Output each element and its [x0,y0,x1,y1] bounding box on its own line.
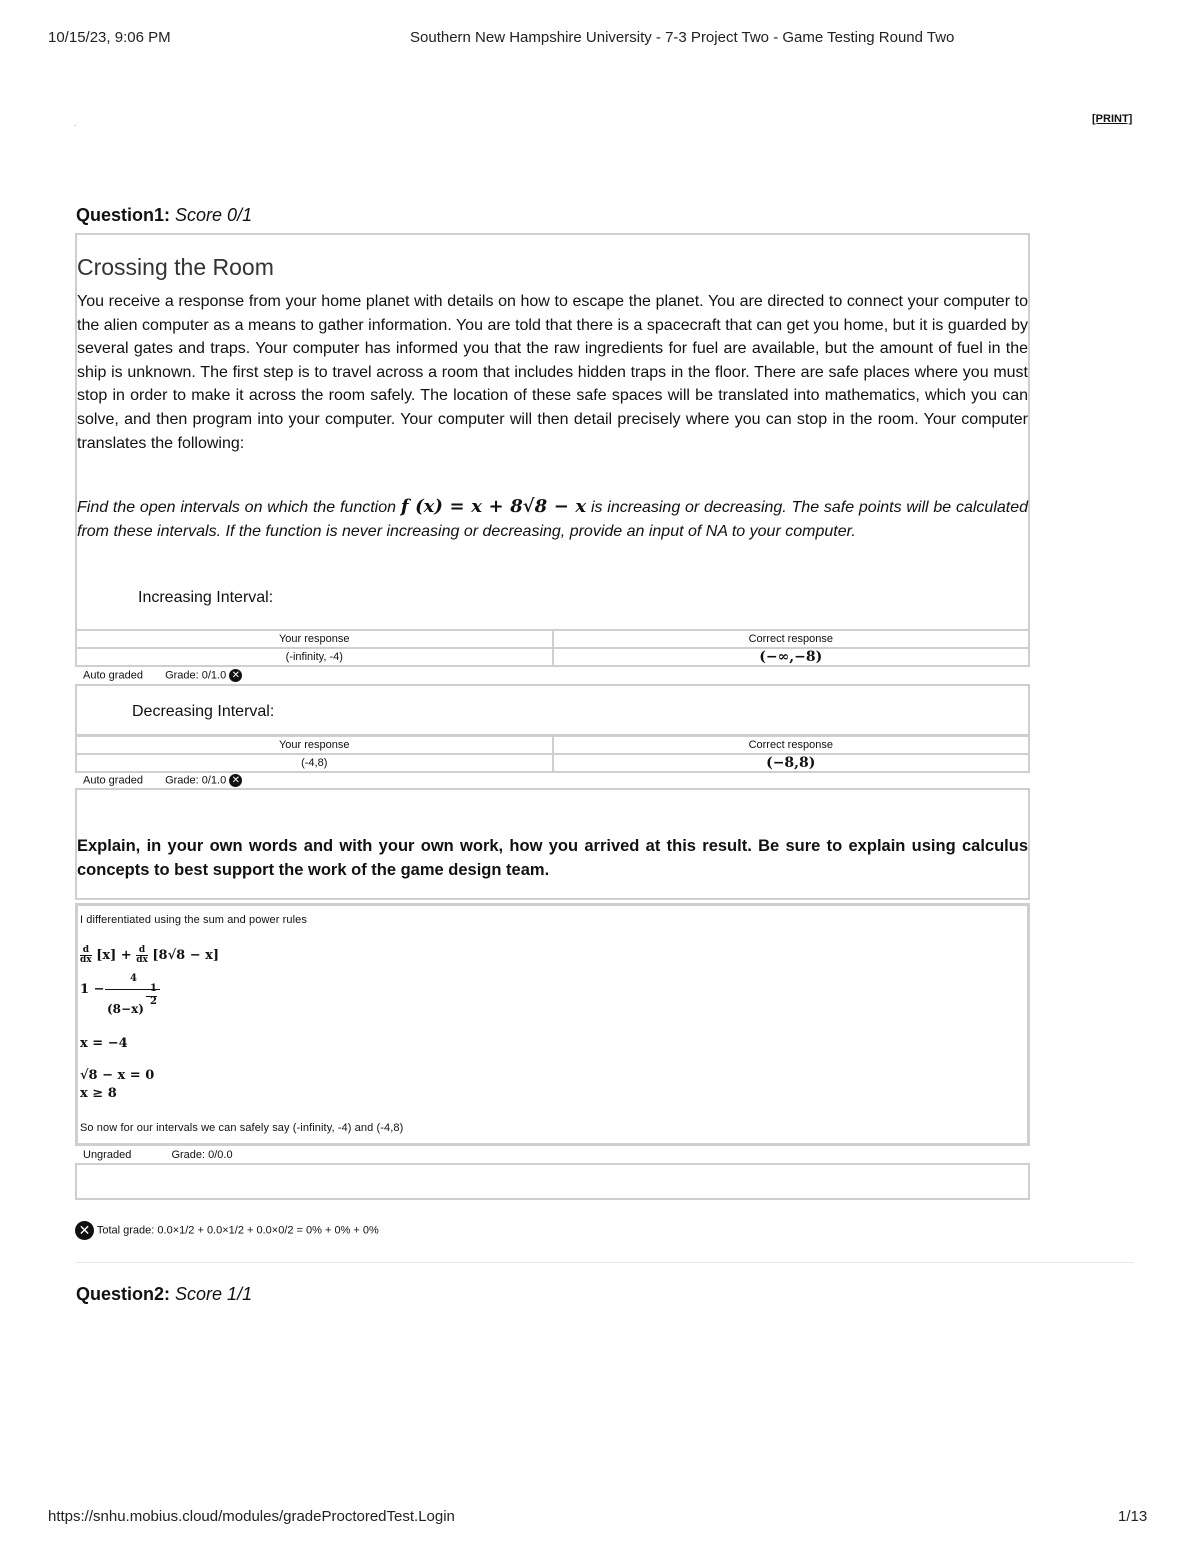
your-response-header: Your response [76,736,553,754]
your-response-value: (-4,8) [76,754,553,772]
question-heading: Crossing the Room [77,254,274,280]
critical-point-1: x = −4 [80,1036,128,1051]
work-fraction [80,971,280,1021]
decreasing-interval-prompt: Decreasing Interval: [132,703,275,720]
print-datetime: 10/15/23, 9:06 PM [48,29,171,46]
increasing-response-table [75,629,1030,667]
question1-content-box [75,233,1030,631]
grade-value: Grade: 0/0.0 [171,1149,233,1161]
question-task [77,495,1028,543]
exp-denominator: 2 [150,996,157,1007]
total-grade: Total grade: 0.0×1/2 + 0.0×1/2 + 0.0×0/2 = 0% + 0% + 0% [96,1224,379,1237]
stray-dot: . [74,118,77,128]
frac-numerator: 4 [130,973,137,984]
student-work-box [75,903,1030,1146]
frac-denominator: (8−x) [107,1002,144,1016]
work-conclusion: So now for our intervals we can safely say (-infinity, -4) and (-4,8) [80,1122,404,1134]
feedback-box [75,1163,1030,1200]
grade-value: Grade: 0/1.0 [165,774,227,787]
correct-response-header: Correct response [553,630,1030,648]
your-response-value: (-infinity, -4) [76,648,553,666]
critical-point-3: x ≥ 8 [80,1086,117,1101]
print-footer-url: https://snhu.mobius.cloud/modules/gradeProctoredTest.Login [48,1508,455,1525]
increasing-interval-prompt: Increasing Interval: [138,589,274,606]
decreasing-response-table [75,735,1030,773]
grading-type: Auto graded [83,669,143,682]
work-line-intro: I differentiated using the sum and power rules [80,914,307,926]
explain-prompt: Explain, in your own words and with your own work, how you arrived at this result. Be sure to explain using calculus concepts to best support the work of the game design team. [77,837,1028,879]
print-page-number: 1/13 [1118,1508,1148,1525]
incorrect-icon: ✕ [229,774,242,787]
question1-title [76,205,252,226]
your-response-header: Your response [76,630,553,648]
task-after: is increasing or decreasing. The safe points will be calculated from these intervals. If the function is never increasing or decreasing, provide an input of NA to your computer. [77,499,1029,540]
decreasing-grade-line [83,774,242,787]
question2-label: Question2: [76,1284,171,1304]
increasing-grade-line [83,669,242,682]
work-derivative-line: $\frac{d}{dx}$ [x] + $\frac{d}{dx}$ [8√8 − x] [80,945,220,965]
decreasing-prompt-box [75,684,1030,736]
grade-value: Grade: 0/1.0 [165,669,227,682]
incorrect-icon: ✕ [229,669,242,682]
question2-title [76,1284,252,1305]
question-intro: You receive a response from your home planet with details on how to escape the planet. You are directed to connect your computer to the alien computer as a means to gather information. You are told that there is a spacecraft that can get you home, but it is guarded by several gates and traps. Your computer has informed you that the raw ingredients for fuel are available, but the amount of fuel in the ship is unknown. The first step is to travel across a room that includes hidden traps in the floor. There are safe places where you must stop in order to make it across the room safely. The location of these safe spaces will be translated into mathematics, which you can solve, and then program into your computer. Your computer will then detail precisely where you can stop in the room. Your computer translates the following: [77,293,1028,452]
task-before: Find the open intervals on which the function [77,499,397,516]
correct-response-value: (−∞,−8) [553,648,1030,666]
divider [76,1262,1134,1263]
exp-numerator: 1 [150,983,157,994]
frac-prefix: 1 − [80,982,105,997]
print-page-title: Southern New Hampshire University - 7-3 Project Two - Game Testing Round Two [410,29,955,46]
question1-score: Score 0/1 [175,205,253,225]
question2-score: Score 1/1 [175,1284,253,1304]
question1-label: Question1: [76,205,171,225]
deriv-term: [8√8 − x] [152,948,220,963]
print-link[interactable]: [PRINT] [1092,113,1133,125]
task-formula: f (x) = x + 8√8 − x [400,496,587,517]
critical-point-2: √8 − x = 0 [80,1068,155,1083]
explain-prompt-box [75,788,1030,900]
total-grade-line [75,1221,379,1240]
deriv-sum: [x] + [96,948,137,963]
grading-type: Auto graded [83,774,143,787]
grading-type: Ungraded [83,1149,132,1161]
correct-response-header: Correct response [553,736,1030,754]
incorrect-icon: ✕ [75,1221,94,1240]
correct-response-value: (−8,8) [553,754,1030,772]
explain-grade-line [83,1149,233,1161]
